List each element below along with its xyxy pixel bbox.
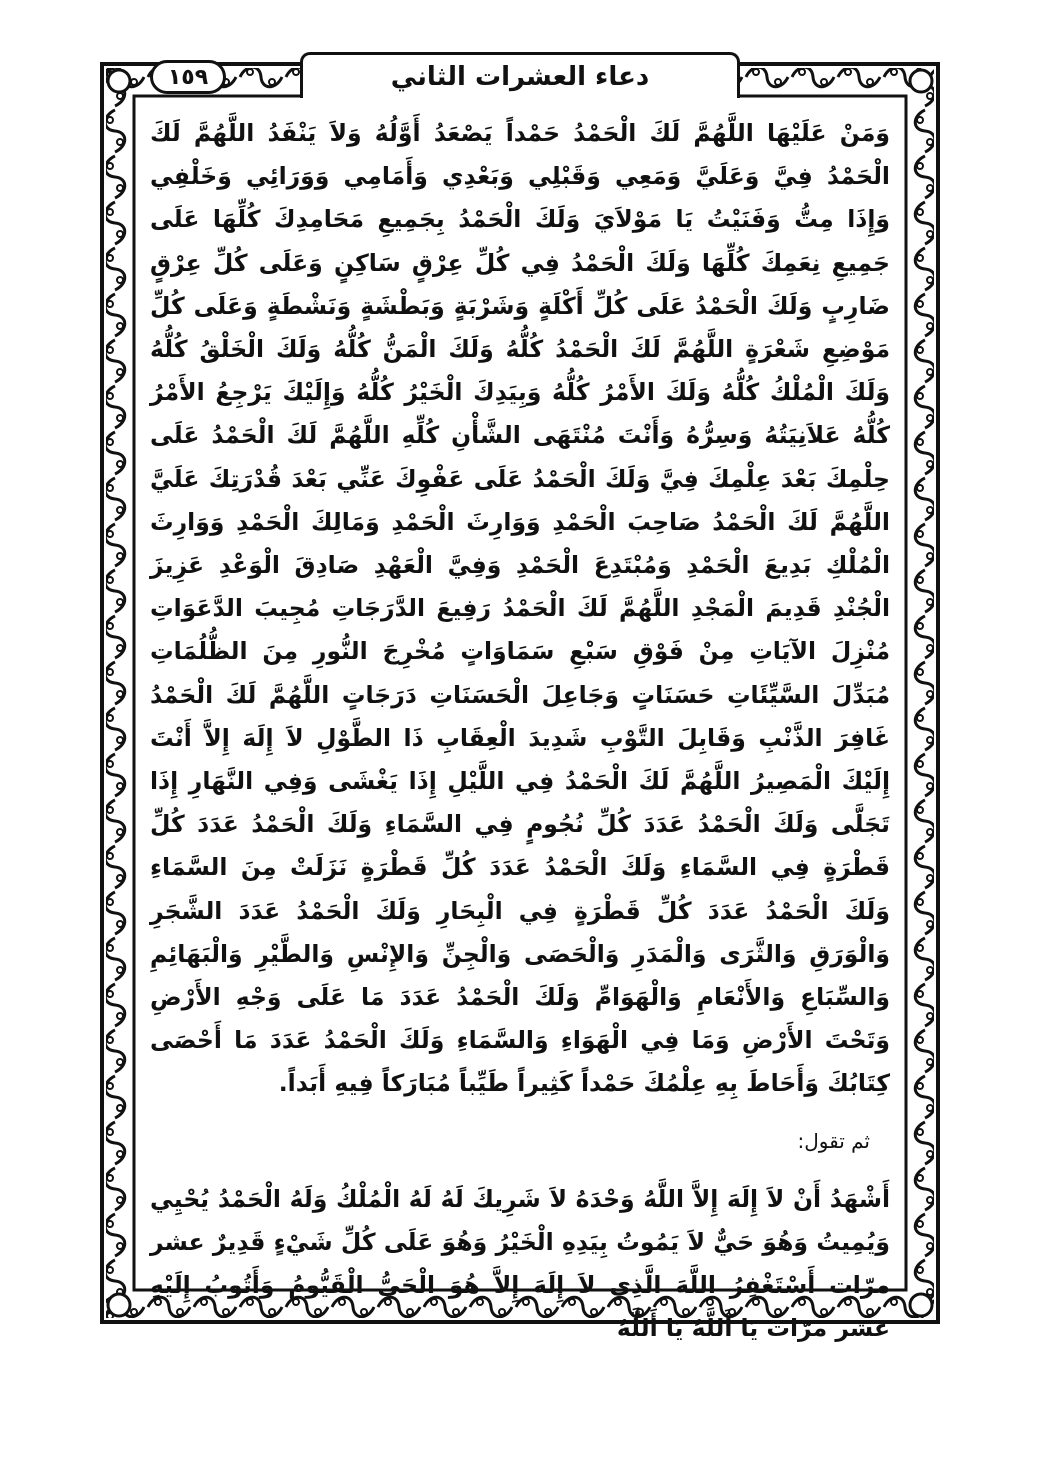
header-title-plate (300, 52, 740, 98)
page-number: ١٥٩ (167, 64, 209, 90)
page-number-plate (150, 60, 226, 94)
prayer-text (150, 112, 890, 1343)
page-title: دعاء العشرات الثاني (390, 61, 650, 92)
paragraph-main: وَمَنْ عَلَيْهَا اللَّهُمَّ لَكَ الْحَمْدُ حَمْداً يَصْعَدُ أَوَّلُهُ وَلاَ يَنْفَدُ اللَّهُمَّ لَكَ الْحَمْدُ فِيَّ وَعَلَيَّ وَمَعِي وَقَبْلِي وَبَعْدِي وَأَمَامِي وَوَرَائِي وَخَلْفِي وَإِذَا مِتُّ وَفَنَيْتُ يَا مَوْلاَيَ وَلَكَ الْحَمْدُ بِجَمِيعِ مَحَامِدِكَ كُلِّهَا عَلَى جَمِيعِ نِعَمِكَ كُلِّهَا وَلَكَ الْحَمْدُ فِي كُلِّ عِرْقٍ سَاكِنٍ وَعَلَى كُلِّ عِرْقٍ ضَارِبٍ وَلَكَ الْحَمْدُ عَلَى كُلِّ أَكْلَةٍ وَشَرْبَةٍ وَبَطْشَةٍ وَنَشْطَةٍ وَعَلَى كُلِّ مَوْضِعِ شَعْرَةٍ اللَّهُمَّ لَكَ الْحَمْدُ كُلُّهُ وَلَكَ الْمَنُّ كُلُّهُ وَلَكَ الْخَلْقُ كُلُّهُ وَلَكَ الْمُلْكُ كُلُّهُ وَلَكَ الأَمْرُ كُلُّهُ وَبِيَدِكَ الْخَيْرُ كُلُّهُ وَإِلَيْكَ يَرْجِعُ الأَمْرُ كُلُّهُ عَلاَنِيَتُهُ وَسِرُّهُ وَأَنْتَ مُنْتَهَى الشَّأْنِ كُلِّهِ اللَّهُمَّ لَكَ الْحَمْدُ عَلَى حِلْمِكَ بَعْدَ عِلْمِكَ فِيَّ وَلَكَ الْحَمْدُ عَلَى عَفْوِكَ عَنِّي بَعْدَ قُدْرَتِكَ عَلَيَّ اللَّهُمَّ لَكَ الْحَمْدُ صَاحِبَ الْحَمْدِ وَوَارِثَ الْحَمْدِ وَمَالِكَ الْحَمْدِ وَوَارِثَ الْمُلْكِ بَدِيعَ الْحَمْدِ وَمُبْتَدِعَ الْحَمْدِ وَفِيَّ الْعَهْدِ صَادِقَ الْوَعْدِ عَزِيزَ الْجُنْدِ قَدِيمَ الْمَجْدِ اللَّهُمَّ لَكَ الْحَمْدُ رَفِيعَ الدَّرَجَاتِ مُجِيبَ الدَّعَوَاتِ مُنْزِلَ الآيَاتِ مِنْ فَوْقِ سَبْعِ سَمَاوَاتٍ مُخْرِجَ النُّورِ مِنَ الظُّلُمَاتِ مُبَدِّلَ السَّيِّئَاتِ حَسَنَاتٍ وَجَاعِلَ الْحَسَنَاتِ دَرَجَاتٍ اللَّهُمَّ لَكَ الْحَمْدُ غَافِرَ الذَّنْبِ وَقَابِلَ التَّوْبِ شَدِيدَ الْعِقَابِ ذَا الطَّوْلِ لاَ إِلَهَ إِلاَّ أَنْتَ إِلَيْكَ الْمَصِيرُ اللَّهُمَّ لَكَ الْحَمْدُ فِي اللَّيْلِ إِذَا يَغْشَى وَفِي النَّهَارِ إِذَا تَجَلَّى وَلَكَ الْحَمْدُ عَدَدَ كُلِّ نُجُومٍ فِي السَّمَاءِ وَلَكَ الْحَمْدُ عَدَدَ كُلِّ قَطْرَةٍ فِي السَّمَاءِ وَلَكَ الْحَمْدُ عَدَدَ كُلِّ قَطْرَةٍ نَزَلَتْ مِنَ السَّمَاءِ وَلَكَ الْحَمْدُ عَدَدَ كُلِّ قَطْرَةٍ فِي الْبِحَارِ وَلَكَ الْحَمْدُ عَدَدَ الشَّجَرِ وَالْوَرَقِ وَالثَّرَى وَالْمَدَرِ وَالْحَصَى وَالْجِنِّ وَالإِنْسِ وَالطَّيْرِ وَالْبَهَائِمِ وَالسِّبَاعِ وَالأَنْعَامِ وَالْهَوَامِّ وَلَكَ الْحَمْدُ عَدَدَ مَا عَلَى وَجْهِ الأَرْضِ وَتَحْتَ الأَرْضِ وَمَا فِي الْهَوَاءِ وَالسَّمَاءِ وَلَكَ الْحَمْدُ عَدَدَ مَا أَحْصَى كِتَابُكَ وَأَحَاطَ بِهِ عِلْمُكَ حَمْداً كَثِيراً طَيِّباً مُبَارَكاً فِيهِ أَبَداً. (150, 119, 890, 1098)
instruction-cue: ثم تقول: (797, 1128, 870, 1153)
paragraph-second: أَشْهَدُ أَنْ لاَ إِلَهَ إِلاَّ اللَّهُ وَحْدَهُ لاَ شَرِيكَ لَهُ لَهُ الْمُلْكُ وَلَهُ الْحَمْدُ يُحْيِي وَيُمِيتُ وَهُوَ حَيٌّ لاَ يَمُوتُ بِيَدِهِ الْخَيْرُ وَهُوَ عَلَى كُلِّ شَيْءٍ قَدِيرٌ عشر مرّات أَسْتَغْفِرُ اللَّهَ الَّذِي لاَ إِلَهَ إِلاَّ هُوَ الْحَيُّ الْقَيُّومُ وَأَتُوبُ إِلَيْهِ عشر مرّات يَا أَللَّهُ يَا أَللَّهُ (150, 1184, 890, 1343)
